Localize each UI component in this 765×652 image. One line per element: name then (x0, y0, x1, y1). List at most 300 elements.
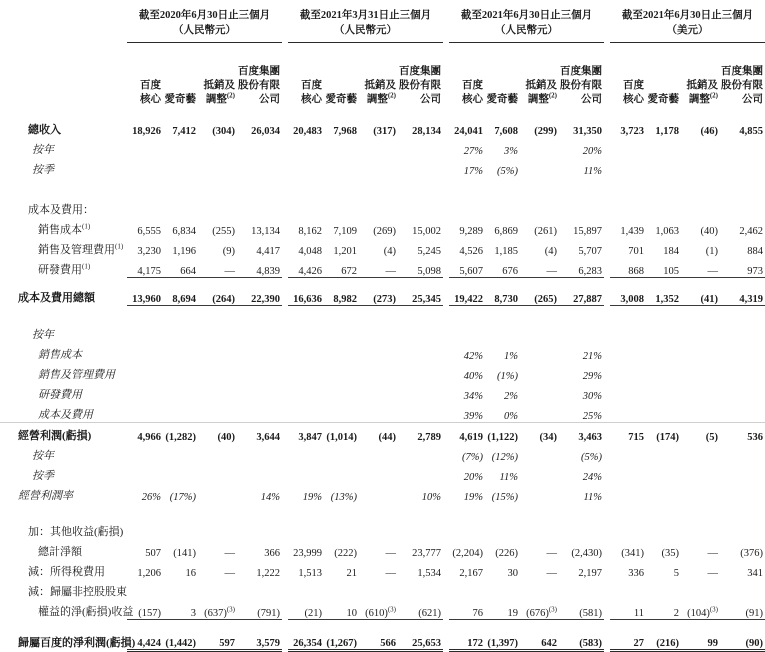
table-row (0, 117, 765, 137)
table-cell: 6,555 (137, 225, 161, 237)
table-cell: 5 (673, 567, 679, 579)
table-cell (520, 322, 559, 342)
table-cell (646, 519, 681, 539)
table-cell: — (707, 547, 718, 559)
table-cell (520, 483, 559, 503)
column-header: 百度 核心 (140, 79, 161, 105)
table-cell: 336 (628, 567, 644, 579)
table-cell (610, 342, 646, 362)
table-cell: (317) (373, 125, 396, 137)
table-cell (127, 402, 163, 423)
table-cell (237, 362, 282, 382)
table-cell (720, 402, 765, 423)
table-cell: (12%) (491, 451, 518, 463)
table-cell: 13,134 (251, 225, 280, 237)
table-cell: (299) (534, 125, 557, 137)
table-cell (324, 579, 359, 599)
table-cell: 23,999 (293, 547, 322, 559)
table-cell: — (224, 547, 235, 559)
table-cell (324, 342, 359, 362)
table-row (0, 579, 765, 599)
table-cell: 2,197 (578, 567, 602, 579)
table-cell: 25,653 (398, 629, 443, 651)
table-cell (485, 519, 520, 539)
table-cell (324, 382, 359, 402)
table-cell (720, 342, 765, 362)
table-cell (610, 157, 646, 177)
table-cell (237, 197, 282, 217)
table-cell: 105 (646, 257, 681, 278)
table-cell: (91) (720, 599, 765, 620)
table-cell (288, 519, 324, 539)
row-label: 按季 (32, 469, 54, 482)
table-cell (610, 382, 646, 402)
table-cell (610, 137, 646, 157)
table-cell (163, 342, 198, 362)
column-header: 百度 核心 (462, 79, 483, 105)
table-cell: 3,579 (237, 629, 282, 651)
table-cell: 30% (582, 390, 602, 402)
table-cell: 26% (141, 491, 161, 503)
column-group-title: 截至2021年6月30日止三個月 （人民幣元） (449, 0, 604, 42)
table-cell (198, 463, 237, 483)
table-cell: 1,513 (298, 567, 322, 579)
table-row (0, 619, 765, 629)
table-cell: $(104)^{(3)}$ (681, 599, 720, 620)
table-cell (449, 579, 485, 599)
table-cell (288, 197, 324, 217)
table-cell (681, 382, 720, 402)
table-cell (288, 342, 324, 362)
table-cell: 7,412 (172, 125, 196, 137)
table-cell: 16 (185, 567, 196, 579)
table-row (0, 402, 765, 423)
table-cell: (226) (495, 547, 518, 559)
table-cell: 76 (449, 599, 485, 620)
table-cell: (46) (700, 125, 718, 137)
table-cell: 39% (463, 410, 483, 422)
table-cell: 16,636 (288, 285, 324, 306)
table-cell: 2% (504, 390, 518, 402)
table-cell: (222) (334, 547, 357, 559)
table-cell (398, 157, 443, 177)
table-cell (127, 157, 163, 177)
table-cell: (1,442) (163, 629, 198, 651)
table-cell: (255) (212, 225, 235, 237)
table-cell: (1%) (497, 370, 518, 382)
table-cell (646, 579, 681, 599)
table-cell: 15,002 (412, 225, 441, 237)
table-cell: (5%) (581, 451, 602, 463)
table-cell (288, 443, 324, 463)
table-cell (198, 402, 237, 423)
table-cell: (34) (520, 422, 559, 443)
table-cell: 27% (463, 145, 483, 157)
table-cell: — (520, 257, 559, 278)
table-cell: 6,283 (559, 257, 604, 278)
table-cell (198, 362, 237, 382)
table-cell (398, 362, 443, 382)
table-row (0, 342, 765, 362)
row-label: 研發費用$^{(1)}$ (38, 262, 91, 276)
table-cell (198, 483, 237, 503)
table-cell (720, 463, 765, 483)
table-cell (324, 322, 359, 342)
table-cell (198, 322, 237, 342)
table-cell: 1,063 (655, 225, 679, 237)
table-cell (720, 519, 765, 539)
table-cell: (264) (198, 285, 237, 306)
table-cell (720, 483, 765, 503)
table-cell: 7,608 (494, 125, 518, 137)
table-cell: 19% (302, 491, 322, 503)
table-cell: (5%) (497, 165, 518, 177)
table-cell: 973 (720, 257, 765, 278)
table-cell: 8,162 (298, 225, 322, 237)
table-cell: (141) (173, 547, 196, 559)
table-cell (127, 443, 163, 463)
column-header: 抵銷及 調整$^{(2)}$ (364, 79, 396, 105)
table-cell: 2,167 (459, 567, 483, 579)
table-cell: 4,855 (739, 125, 763, 137)
table-cell: 4,526 (459, 245, 483, 257)
table-cell: (304) (212, 125, 235, 137)
table-cell: (17%) (169, 491, 196, 503)
table-cell (520, 197, 559, 217)
table-body (0, 117, 765, 651)
table-cell (646, 402, 681, 423)
table-cell (520, 362, 559, 382)
table-row (0, 257, 765, 278)
table-cell: (273) (359, 285, 398, 306)
table-cell: 4,424 (127, 629, 163, 651)
table-cell (163, 137, 198, 157)
table-cell: (1,282) (163, 422, 198, 443)
table-header (0, 0, 765, 117)
table-cell: 6,869 (494, 225, 518, 237)
table-cell: 42% (463, 350, 483, 362)
table-cell: 676 (485, 257, 520, 278)
table-cell (237, 443, 282, 463)
table-cell (646, 443, 681, 463)
table-cell: 19% (463, 491, 483, 503)
table-cell (646, 157, 681, 177)
table-cell (520, 443, 559, 463)
table-cell (288, 157, 324, 177)
table-cell: (1,267) (324, 629, 359, 651)
table-cell (520, 579, 559, 599)
table-cell: 19,422 (449, 285, 485, 306)
table-cell: (21) (288, 599, 324, 620)
table-cell: 3,644 (237, 422, 282, 443)
table-cell (646, 483, 681, 503)
table-cell: — (385, 567, 396, 579)
row-label: 銷售成本 (38, 348, 82, 361)
table-cell (163, 402, 198, 423)
row-label: 經營利潤(虧損) (0, 422, 127, 443)
table-cell: 3,847 (288, 422, 324, 443)
table-cell (720, 197, 765, 217)
table-cell: 1,178 (655, 125, 679, 137)
column-header: 百度集團 股份有限 公司 (721, 65, 763, 105)
table-cell (398, 443, 443, 463)
table-cell: (265) (520, 285, 559, 306)
table-cell: 1,196 (172, 245, 196, 257)
table-cell (127, 579, 163, 599)
row-label: 歸屬百度的淨利潤(虧損) (18, 637, 136, 649)
table-cell: 10 (324, 599, 359, 620)
table-cell: 566 (359, 629, 398, 651)
table-row (0, 277, 765, 285)
column-group-title: 截至2021年6月30日止三個月 （美元） (610, 0, 765, 42)
table-cell: 10% (421, 491, 441, 503)
table-cell (646, 463, 681, 483)
table-cell: 366 (264, 547, 280, 559)
row-label: 經營利潤率 (18, 489, 73, 502)
column-header: 百度集團 股份有限 公司 (399, 65, 441, 105)
column-header: 百度 核心 (301, 79, 322, 105)
table-cell (398, 137, 443, 157)
table-cell: 21% (582, 350, 602, 362)
table-cell: 4,426 (288, 257, 324, 278)
table-cell: 642 (520, 629, 559, 651)
table-cell: 1,206 (137, 567, 161, 579)
column-header: 愛奇藝 (325, 93, 357, 105)
table-cell: 715 (610, 422, 646, 443)
table-cell (163, 463, 198, 483)
table-cell: (2,204) (452, 547, 483, 559)
table-cell: 9,289 (459, 225, 483, 237)
table-cell: 507 (145, 547, 161, 559)
table-cell: $(610)^{(3)}$ (359, 599, 398, 620)
table-cell: (9) (222, 245, 235, 257)
table-cell (646, 197, 681, 217)
table-row (0, 629, 765, 651)
table-cell: 4,175 (127, 257, 163, 278)
table-cell (359, 382, 398, 402)
row-label: 總收入 (28, 123, 61, 136)
table-cell: (2,430) (571, 547, 602, 559)
table-cell: 4,619 (449, 422, 485, 443)
table-row (0, 382, 765, 402)
table-cell: (4) (544, 245, 557, 257)
table-cell: 1% (504, 350, 518, 362)
table-row (0, 539, 765, 559)
table-cell: 2,789 (398, 422, 443, 443)
table-cell: — (359, 257, 398, 278)
table-cell (163, 382, 198, 402)
table-cell (127, 342, 163, 362)
table-row (0, 217, 765, 237)
table-cell (359, 157, 398, 177)
table-cell: 884 (747, 245, 763, 257)
table-cell: 11% (583, 491, 602, 503)
row-label: 成本及費用總額 (18, 292, 95, 304)
table-cell: (1) (705, 245, 718, 257)
table-cell (681, 362, 720, 382)
table-row (0, 197, 765, 217)
table-cell: 30 (507, 567, 518, 579)
table-cell: 24,041 (454, 125, 483, 137)
table-cell (359, 137, 398, 157)
table-cell: — (385, 547, 396, 559)
table-cell: 99 (681, 629, 720, 651)
table-cell (398, 382, 443, 402)
table-cell: 184 (663, 245, 679, 257)
table-cell (520, 519, 559, 539)
table-cell (198, 197, 237, 217)
table-cell: 2 (646, 599, 681, 620)
table-cell (646, 342, 681, 362)
table-cell (681, 137, 720, 157)
table-cell: (44) (359, 422, 398, 443)
table-cell (610, 463, 646, 483)
row-label: 加：其他收益(虧損) (28, 525, 124, 538)
table-row (0, 137, 765, 157)
table-cell (610, 483, 646, 503)
row-label: 減：所得稅費用 (28, 565, 105, 578)
table-cell (163, 157, 198, 177)
table-cell (520, 157, 559, 177)
table-cell: (40) (198, 422, 237, 443)
table-cell (127, 362, 163, 382)
table-row (0, 285, 765, 306)
table-cell: 21 (346, 567, 357, 579)
table-cell (198, 519, 237, 539)
table-cell (610, 402, 646, 423)
table-cell (198, 382, 237, 402)
table-cell (398, 197, 443, 217)
table-cell: 5,098 (398, 257, 443, 278)
table-cell: 0% (504, 410, 518, 422)
table-cell (559, 579, 604, 599)
table-cell (559, 197, 604, 217)
table-cell: (791) (237, 599, 282, 620)
table-cell (163, 519, 198, 539)
table-cell: (41) (681, 285, 720, 306)
table-cell: 701 (628, 245, 644, 257)
table-cell: $(676)^{(3)}$ (520, 599, 559, 620)
table-cell (324, 157, 359, 177)
table-cell: 11 (610, 599, 646, 620)
table-cell: 3,723 (620, 125, 644, 137)
table-cell (237, 157, 282, 177)
table-row (0, 463, 765, 483)
table-cell (359, 443, 398, 463)
table-cell (610, 322, 646, 342)
table-cell (127, 137, 163, 157)
column-group-title: 截至2020年6月30日止三個月 （人民幣元） (127, 0, 282, 42)
table-cell (163, 579, 198, 599)
table-cell (720, 137, 765, 157)
table-cell (163, 362, 198, 382)
table-cell: 20% (582, 145, 602, 157)
table-cell: 20% (463, 471, 483, 483)
table-cell: 2,462 (739, 225, 763, 237)
table-cell (288, 137, 324, 157)
table-cell (681, 157, 720, 177)
column-header: 抵銷及 調整$^{(2)}$ (203, 79, 235, 105)
table-cell (646, 382, 681, 402)
table-cell: (341) (621, 547, 644, 559)
table-cell: (90) (720, 629, 765, 651)
table-cell (198, 137, 237, 157)
table-cell: 15,897 (573, 225, 602, 237)
table-cell (359, 362, 398, 382)
table-cell: 4,839 (237, 257, 282, 278)
table-cell: 26,354 (288, 629, 324, 651)
table-cell: — (546, 567, 557, 579)
table-row (0, 422, 765, 443)
table-cell: 27,887 (559, 285, 604, 306)
table-cell (324, 463, 359, 483)
table-cell (610, 579, 646, 599)
table-cell: 20,483 (293, 125, 322, 137)
table-row (0, 599, 765, 620)
table-cell: 172 (449, 629, 485, 651)
table-cell (720, 362, 765, 382)
table-cell: 11% (499, 471, 518, 483)
column-header: 百度 核心 (623, 79, 644, 105)
table-cell (681, 579, 720, 599)
table-cell (720, 579, 765, 599)
table-cell: 1,352 (646, 285, 681, 306)
table-cell (398, 519, 443, 539)
table-cell (610, 519, 646, 539)
table-cell: 536 (720, 422, 765, 443)
row-label: 按季 (32, 163, 54, 176)
table-cell (720, 382, 765, 402)
table-row (0, 157, 765, 177)
table-cell (681, 197, 720, 217)
row-label: 銷售及管理費用$^{(1)}$ (38, 241, 124, 256)
table-cell (520, 463, 559, 483)
table-cell (485, 197, 520, 217)
table-cell (324, 519, 359, 539)
table-row (0, 483, 765, 503)
table-cell: 7,109 (333, 225, 357, 237)
table-cell: — (707, 567, 718, 579)
row-label: 按年 (32, 328, 54, 341)
table-row (0, 519, 765, 539)
table-cell: 22,390 (237, 285, 282, 306)
table-cell: (261) (534, 225, 557, 237)
table-cell: (7%) (462, 451, 483, 463)
table-cell (127, 197, 163, 217)
table-cell (127, 322, 163, 342)
table-cell: 4,417 (256, 245, 280, 257)
table-row (0, 503, 765, 519)
table-cell (198, 342, 237, 362)
table-cell (485, 322, 520, 342)
table-cell (646, 322, 681, 342)
table-cell: 3 (163, 599, 198, 620)
table-cell: 597 (198, 629, 237, 651)
table-cell: 24% (582, 471, 602, 483)
table-cell (681, 342, 720, 362)
table-cell: 18,926 (132, 125, 161, 137)
table-cell: 8,982 (324, 285, 359, 306)
table-cell: 13,960 (127, 285, 163, 306)
table-cell: 672 (324, 257, 359, 278)
table-row (0, 237, 765, 257)
table-cell (198, 443, 237, 463)
table-cell: 11% (583, 165, 602, 177)
table-cell (324, 402, 359, 423)
table-cell (127, 382, 163, 402)
table-cell: (5) (681, 422, 720, 443)
table-cell: 5,707 (578, 245, 602, 257)
